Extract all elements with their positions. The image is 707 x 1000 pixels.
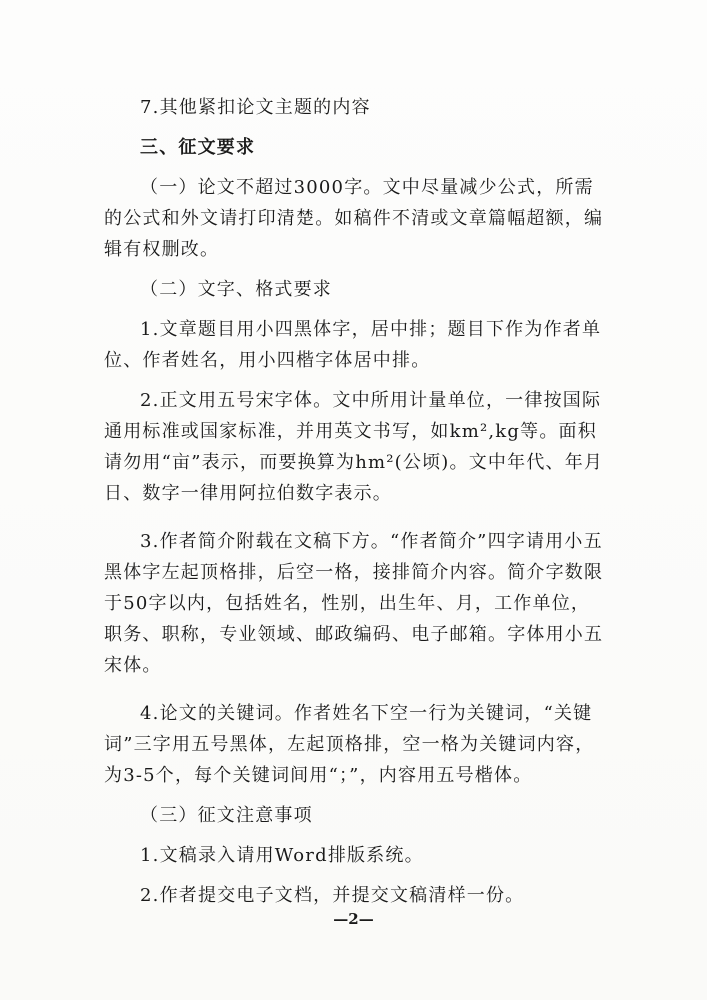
format-rule-4: 4.论文的关键词。作者姓名下空一行为关键词，“关键词”三字用五号黑体，左起顶格排，空一格为关键词内容，为3-5个，每个关键词间用“；”，内容用五号楷体。 [104,703,595,786]
list-item-7: 7.其他紧扣论文主题的内容 [140,97,371,118]
subsection-1-paragraph: （一）论文不超过3000字。文中尽量减少公式，所需的公式和外文请打印清楚。如稿件不清或文章篇幅超额，编辑有权删改。 [104,177,604,260]
subsection-2-heading: （二）文字、格式要求 [140,279,332,300]
subsection-3-heading: （三）征文注意事项 [140,805,313,826]
format-rule-3: 3.作者简介附载在文稿下方。“作者简介”四字请用小五黑体字左起顶格排，后空一格，接排简介内容。简介字数限于50字以内，包括姓名，性别，出生年、月，工作单位，职务、职称，专业领域、邮政编码、电子邮箱。字体用小五宋体。 [104,531,604,676]
notice-item-2: 2.作者提交电子文档，并提交文稿清样一份。 [140,885,525,906]
page-number: —2— [333,910,374,928]
format-rule-1: 1.文章题目用小四黑体字，居中排；题目下作为作者单位、作者姓名，用小四楷字体居中排。 [104,319,602,371]
notice-item-1: 1.文稿录入请用Word排版系统。 [140,845,424,866]
format-rule-2: 2.正文用五号宋字体。文中所用计量单位，一律按国际通用标准或国家标准，并用英文书写，如km²,kg等。面积请勿用“亩”表示，而要换算为hm²(公顷)。文中年代、年月日、数字一律用阿拉伯数字表示。 [104,390,604,504]
document-body [104,92,604,911]
section-heading-3: 三、征文要求 [140,137,256,158]
